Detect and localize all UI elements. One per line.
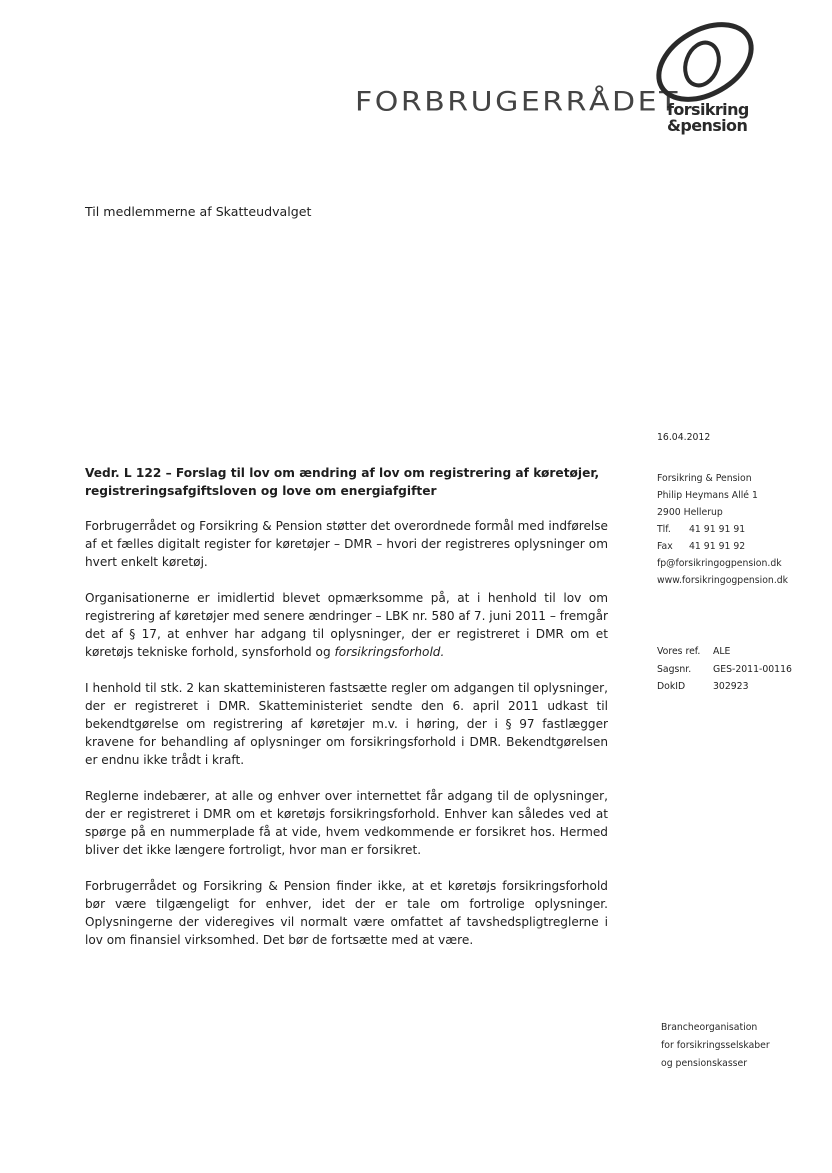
fp-logo-line2: &pension: [667, 116, 748, 135]
forbrugerraadet-logo: FORBRUGERRÅDET: [355, 86, 680, 118]
fax-label: Fax: [657, 541, 673, 552]
sender-phone-row: [657, 521, 788, 538]
sender-website: www.forsikringogpension.dk: [657, 575, 789, 586]
reference-row: [657, 643, 792, 661]
footer-line-3: og pensionskasser: [661, 1057, 748, 1069]
document-id-row: [657, 678, 792, 696]
sender-fax-row: [657, 538, 788, 555]
sender-name: Forsikring & Pension: [657, 473, 752, 484]
case-number-row: [657, 661, 792, 679]
document-id-label: DokID: [657, 681, 686, 692]
sender-address-block: [657, 470, 788, 589]
organisation-footer: [661, 1019, 770, 1072]
sender-street: Philip Heymans Allé 1: [657, 490, 758, 501]
sender-email: fp@forsikringogpension.dk: [657, 558, 782, 569]
body-paragraph-2-text: Organisationerne er imidlertid blevet opmærksomme på, at i henhold til lov om registrering af køretøjer med senere ændringer – LBK nr. 580 af 7. juni 2011 – fremgår det af § 17, at enhver har adgang til oplysninger, der er registreret i DMR om et køretøjs tekniske forhold, synsforhold og: [85, 591, 608, 659]
case-number-label: Sagsnr.: [657, 663, 692, 675]
fp-logo-line1: forsikring: [667, 100, 749, 119]
body-paragraph-2-italic: forsikringsforhold.: [334, 645, 445, 659]
letter-body: [85, 517, 608, 967]
body-paragraph-3: I henhold til stk. 2 kan skatteministeren fastsætte regler om adgangen til oplysninger, der er registreret i DMR. Skatteministeriet sendte den 6. april 2011 udkast til bekendtgørelse om registrering af køretøjer m.v. i høring, der i § 97 fastlægger kravene for behandling af oplysninger om forsikringsforhold i DMR. Bekendtgørelsen er endnu ikke trådt i kraft.: [85, 681, 608, 767]
phone-label: Tlf.: [657, 524, 671, 535]
body-paragraph-4: Reglerne indebærer, at alle og enhver over internettet får adgang til de oplysninger, der er registreret i DMR om et køretøjs forsikringsforhold. Enhver kan således ved at spørge på en nummerplade få at vide, hvem vedkommende er forsikret hos. Hermed bliver det ikke længere fortroligt, hvor man er forsikret.: [85, 789, 608, 857]
forsikring-pension-logo-text: [667, 102, 749, 134]
phone-value: 41 91 91 91: [689, 524, 746, 535]
letter-subject: Vedr. L 122 – Forslag til lov om ændring af lov om registrering af køretøjer, registreringsafgiftsloven og love om energiafgifter: [85, 466, 600, 498]
reference-value: ALE: [713, 646, 731, 657]
document-id-value: 302923: [713, 681, 749, 692]
body-paragraph-1: Forbrugerrådet og Forsikring & Pension støtter det overordnede formål med indførelse af et fælles digitalt register for køretøjer – DMR – hvori der registreres oplysninger om hvert enkelt køretøj.: [85, 519, 608, 569]
reference-block: [657, 643, 792, 696]
case-number-value: GES-2011-00116: [713, 663, 792, 675]
letter-date: 16.04.2012: [657, 432, 711, 443]
recipient-line: Til medlemmerne af Skatteudvalget: [85, 204, 312, 219]
body-paragraph-2: [85, 589, 608, 661]
footer-line-2: for forsikringsselskaber: [661, 1039, 770, 1051]
reference-label: Vores ref.: [657, 646, 701, 657]
fax-value: 41 91 91 92: [689, 541, 746, 552]
body-paragraph-5: Forbrugerrådet og Forsikring & Pension finder ikke, at et køretøjs forsikringsforhold bør være tilgængeligt for enhver, idet der er tale om fortrolige oplysninger. Oplysningerne der videregives vil normalt være omfattet af tavshedspligtreglerne i lov om finansiel virksomhed. Det bør de fortsætte med at være.: [85, 879, 608, 947]
sender-city: 2900 Hellerup: [657, 507, 723, 518]
footer-line-1: Brancheorganisation: [661, 1022, 758, 1033]
